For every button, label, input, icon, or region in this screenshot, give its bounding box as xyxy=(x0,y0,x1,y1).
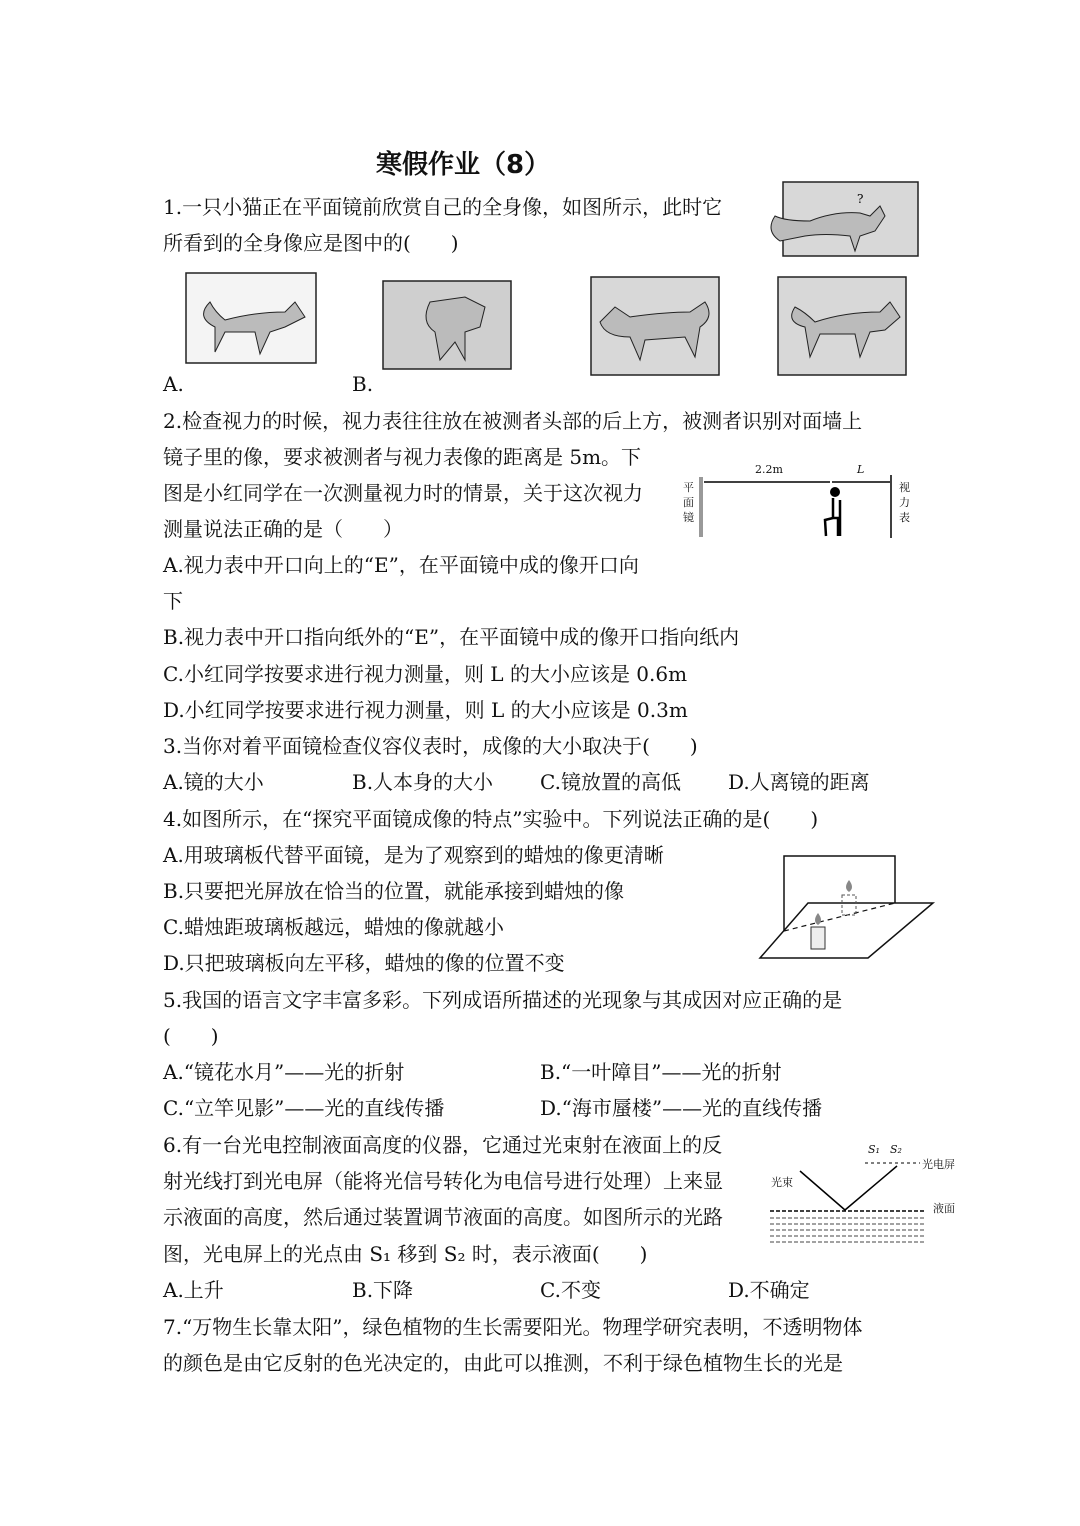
q5-line: ( ) xyxy=(163,1024,219,1048)
q2-option-a: A.视力表中开口向上的“E”，在平面镜中成的像开口向 xyxy=(163,553,639,577)
q1-option-figures xyxy=(185,272,920,380)
q2-option-a-cont: 下 xyxy=(163,589,183,613)
q4-option-a: A.用玻璃板代替平面镜，是为了观察到的蜡烛的像更清晰 xyxy=(163,843,664,867)
q5-option-b: B.“一叶障目”——光的折射 xyxy=(540,1060,782,1084)
q5-option-c: C.“立竿见影”——光的直线传播 xyxy=(163,1096,445,1120)
q2-line: 测量说法正确的是（ ） xyxy=(163,517,403,541)
q3-option-a: A.镜的大小 xyxy=(163,770,264,794)
q3-option-d: D.人离镜的距离 xyxy=(728,770,870,794)
q6-option-c: C.不变 xyxy=(540,1278,601,1302)
page-title: 寒假作业（8） xyxy=(376,150,551,180)
q4-line: 4.如图所示，在“探究平面镜成像的特点”实验中。下列说法正确的是( ) xyxy=(163,807,819,831)
q4-glass-candle-figure xyxy=(758,855,938,965)
q6-option-a: A.上升 xyxy=(163,1278,224,1302)
s1-label: S₁ xyxy=(868,1143,880,1156)
q6-light-path-figure xyxy=(765,1138,965,1248)
q5-line: 5.我国的语言文字丰富多彩。下列成语所描述的光现象与其成因对应正确的是 xyxy=(163,988,843,1012)
option-d-image xyxy=(778,277,906,375)
q1-line: 所看到的全身像应是图中的( ) xyxy=(163,231,459,255)
q3-option-c: C.镜放置的高低 xyxy=(540,770,681,794)
option-c-image xyxy=(591,277,719,375)
screen-label: 光电屏 xyxy=(922,1158,955,1171)
q2-option-b: B.视力表中开口指向纸外的“E”，在平面镜中成的像开口指向纸内 xyxy=(163,625,740,649)
q1-question-mark: ? xyxy=(857,192,864,206)
q2-eye-test-figure xyxy=(680,458,920,543)
q2-line: 图是小红同学在一次测量视力时的情景，关于这次视力 xyxy=(163,481,643,505)
q3-line: 3.当你对着平面镜检查仪容仪表时，成像的大小取决于( ) xyxy=(163,734,698,758)
option-a-image xyxy=(186,273,316,363)
q7-line: 的颜色是由它反射的色光决定的，由此可以推测，不利于绿色植物生长的光是 xyxy=(163,1351,843,1375)
mirror-label: 平面镜 xyxy=(683,481,694,524)
distance-label: 2.2m xyxy=(755,463,783,476)
beam-label: 光束 xyxy=(771,1176,793,1189)
q6-line: 图，光电屏上的光点由 S₁ 移到 S₂ 时，表示液面( ) xyxy=(163,1242,648,1266)
q6-line: 示液面的高度，然后通过装置调节液面的高度。如图所示的光路 xyxy=(163,1205,723,1229)
q6-option-b: B.下降 xyxy=(352,1278,414,1302)
q1-cat-mirror-figure xyxy=(765,181,920,261)
q1-option-b-label: B. xyxy=(352,372,374,396)
q4-option-c: C.蜡烛距玻璃板越远，蜡烛的像就越小 xyxy=(163,915,504,939)
q4-option-b: B.只要把光屏放在恰当的位置，就能承接到蜡烛的像 xyxy=(163,879,625,903)
liquid-label: 液面 xyxy=(933,1202,955,1215)
l-label: L xyxy=(857,463,865,476)
chart-label: 视力表 xyxy=(899,481,910,524)
q6-line: 射光线打到光电屏（能将光信号转化为电信号进行处理）上来显 xyxy=(163,1169,723,1193)
q2-line: 2.检查视力的时候，视力表往往放在被测者头部的后上方，被测者识别对面墙上 xyxy=(163,409,863,433)
q3-option-b: B.人本身的大小 xyxy=(352,770,494,794)
option-b-image xyxy=(383,281,511,369)
q5-option-d: D.“海市蜃楼”——光的直线传播 xyxy=(540,1096,823,1120)
q2-option-d: D.小红同学按要求进行视力测量，则 L 的大小应该是 0.3m xyxy=(163,698,688,722)
q5-option-a: A.“镜花水月”——光的折射 xyxy=(163,1060,405,1084)
q2-line: 镜子里的像，要求被测者与视力表像的距离是 5m。下 xyxy=(163,445,642,469)
q6-line: 6.有一台光电控制液面高度的仪器，它通过光束射在液面上的反 xyxy=(163,1133,723,1157)
q6-option-d: D.不确定 xyxy=(728,1278,810,1302)
q1-line: 1.一只小猫正在平面镜前欣赏自己的全身像，如图所示，此时它 xyxy=(163,195,723,219)
q2-option-c: C.小红同学按要求进行视力测量，则 L 的大小应该是 0.6m xyxy=(163,662,688,686)
q4-option-d: D.只把玻璃板向左平移，蜡烛的像的位置不变 xyxy=(163,951,565,975)
s2-label: S₂ xyxy=(890,1143,902,1156)
q1-option-a-label: A. xyxy=(163,372,184,396)
q7-line: 7.“万物生长靠太阳”，绿色植物的生长需要阳光。物理学研究表明，不透明物体 xyxy=(163,1315,863,1339)
